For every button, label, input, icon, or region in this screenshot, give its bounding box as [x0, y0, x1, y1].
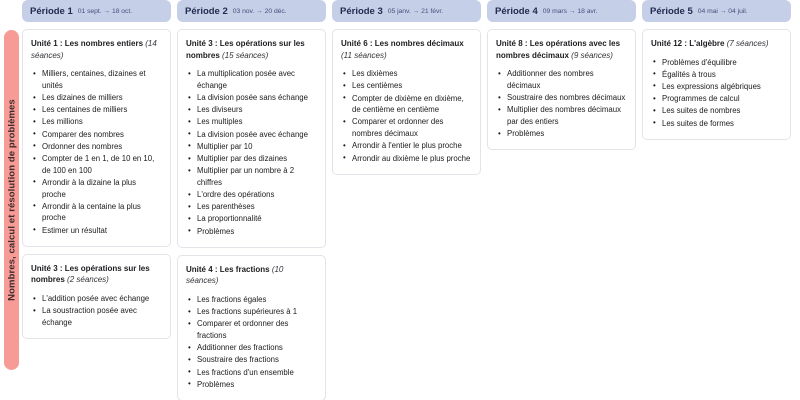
- unit-lesson-list: [31, 68, 162, 236]
- unit-lesson-item[interactable]: • Arrondir à la centaine la plus proche: [31, 201, 162, 224]
- unit-card[interactable]: [332, 29, 481, 175]
- unit-lesson-item[interactable]: • Additionner des nombres décimaux: [496, 68, 627, 91]
- unit-lesson-item[interactable]: • Les expressions algébriques: [651, 81, 782, 93]
- unit-title-text: Unité 8 : Les opérations avec les nombres décimaux: [496, 39, 621, 60]
- period-column: [487, 0, 636, 400]
- unit-lesson-item[interactable]: • Égalités à trous: [651, 69, 782, 81]
- unit-card[interactable]: [177, 255, 326, 400]
- period-dates: 01 sept. → 18 oct.: [77, 7, 133, 15]
- unit-lesson-item[interactable]: • La multiplication posée avec échange: [186, 68, 317, 91]
- unit-lesson-item[interactable]: • Comparer et ordonner des fractions: [186, 318, 317, 341]
- period-name: Période 3: [340, 5, 383, 17]
- unit-lesson-item[interactable]: • Estimer un résultat: [31, 225, 162, 237]
- unit-title: [31, 38, 162, 61]
- unit-lesson-item[interactable]: • Problèmes: [496, 128, 627, 140]
- unit-lesson-item[interactable]: • Compter de 1 en 1, de 10 en 10, de 100 en 100: [31, 153, 162, 176]
- unit-lesson-item[interactable]: • Programmes de calcul: [651, 93, 782, 105]
- unit-title-text: Unité 1 : Les nombres entiers: [31, 39, 144, 48]
- period-header-pill[interactable]: [22, 0, 171, 22]
- unit-lesson-item[interactable]: • Additionner des fractions: [186, 342, 317, 354]
- unit-lesson-list: [651, 57, 782, 130]
- unit-title-text: Unité 3 : Les opérations sur les nombres: [31, 263, 150, 285]
- unit-title: [186, 264, 317, 287]
- unit-lesson-list: [186, 68, 317, 237]
- unit-lesson-item[interactable]: • L'ordre des opérations: [186, 189, 317, 201]
- unit-lesson-item[interactable]: • Multiplier par un nombre à 2 chiffres: [186, 165, 317, 188]
- unit-title: [31, 263, 162, 286]
- unit-sessions-count: (14 séances): [31, 39, 157, 60]
- unit-card[interactable]: [487, 29, 636, 150]
- domain-rail-label: Nombres, calcul et résolution de problèmes: [6, 99, 17, 301]
- unit-lesson-item[interactable]: • Arrondir au dixième le plus proche: [341, 153, 472, 165]
- unit-lesson-item[interactable]: • L'addition posée avec échange: [31, 293, 162, 305]
- unit-lesson-item[interactable]: • Les multiples: [186, 116, 317, 128]
- unit-lesson-item[interactable]: • Comparer et ordonner des nombres décimaux: [341, 116, 472, 139]
- unit-lesson-item[interactable]: • La division posée avec échange: [186, 129, 317, 141]
- period-header-pill[interactable]: [177, 0, 326, 22]
- unit-card[interactable]: [642, 29, 791, 140]
- period-columns: [22, 0, 800, 400]
- unit-lesson-item[interactable]: • Arrondir à la dizaine la plus proche: [31, 177, 162, 200]
- unit-sessions-count: (15 séances): [222, 50, 269, 60]
- unit-lesson-item[interactable]: • Multiplier des nombres décimaux par des entiers: [496, 104, 627, 127]
- unit-lesson-list: [186, 294, 317, 391]
- unit-lesson-list: [341, 68, 472, 164]
- period-column: [177, 0, 326, 400]
- unit-lesson-item[interactable]: • Les centaines de milliers: [31, 104, 162, 116]
- unit-card[interactable]: [22, 254, 171, 339]
- unit-card[interactable]: [177, 29, 326, 248]
- period-column: [332, 0, 481, 400]
- unit-lesson-item[interactable]: • Multiplier par 10: [186, 141, 317, 153]
- domain-rail-nombres-calcul: [4, 30, 19, 370]
- period-dates: 04 mai → 04 juil.: [697, 7, 748, 15]
- unit-lesson-item[interactable]: • Comparer des nombres: [31, 129, 162, 141]
- period-dates: 03 nov. → 20 déc.: [232, 7, 287, 15]
- unit-lesson-item[interactable]: • Les dizaines de milliers: [31, 92, 162, 104]
- unit-lesson-item[interactable]: • Arrondir à l'entier le plus proche: [341, 140, 472, 152]
- unit-lesson-item[interactable]: • La division posée sans échange: [186, 92, 317, 104]
- unit-lesson-item[interactable]: • Milliers, centaines, dizaines et unités: [31, 68, 162, 91]
- unit-lesson-item[interactable]: • Les millions: [31, 116, 162, 128]
- unit-lesson-item[interactable]: • Ordonner des nombres: [31, 141, 162, 153]
- unit-lesson-item[interactable]: • Les fractions égales: [186, 294, 317, 306]
- unit-lesson-item[interactable]: • Problèmes d'équilibre: [651, 57, 782, 69]
- unit-title-text: Unité 12 : L'algèbre: [651, 39, 725, 48]
- unit-title-text: Unité 3 : Les opérations sur les nombres: [186, 39, 305, 60]
- unit-title: [186, 38, 317, 61]
- unit-lesson-item[interactable]: • Les diviseurs: [186, 104, 317, 116]
- unit-title-text: Unité 6 : Les nombres décimaux: [341, 39, 464, 48]
- unit-lesson-item[interactable]: • Multiplier par des dizaines: [186, 153, 317, 165]
- unit-lesson-item[interactable]: • Problèmes: [186, 379, 317, 391]
- period-header-pill[interactable]: [642, 0, 791, 22]
- unit-lesson-list: [31, 293, 162, 329]
- period-name: Période 2: [185, 5, 228, 17]
- unit-lesson-item[interactable]: • Les suites de nombres: [651, 105, 782, 117]
- unit-title: [651, 38, 782, 50]
- unit-title: [341, 38, 472, 61]
- unit-card[interactable]: [22, 29, 171, 247]
- period-name: Période 5: [650, 5, 693, 17]
- unit-sessions-count: (11 séances): [341, 50, 387, 60]
- period-name: Période 4: [495, 5, 538, 17]
- unit-lesson-item[interactable]: • Les centièmes: [341, 80, 472, 92]
- unit-lesson-item[interactable]: • La soustraction posée avec échange: [31, 305, 162, 328]
- period-name: Période 1: [30, 5, 73, 17]
- unit-title-text: Unité 4 : Les fractions: [186, 264, 270, 274]
- period-dates: 05 janv. → 21 févr.: [387, 7, 443, 15]
- period-column: [22, 0, 171, 400]
- unit-lesson-item[interactable]: • Soustraire des fractions: [186, 354, 317, 366]
- unit-lesson-item[interactable]: • Les dixièmes: [341, 68, 472, 80]
- period-header-pill[interactable]: [487, 0, 636, 22]
- unit-lesson-item[interactable]: • Soustraire des nombres décimaux: [496, 92, 627, 104]
- period-dates: 09 mars → 18 avr.: [542, 7, 598, 15]
- period-column: [642, 0, 791, 400]
- unit-title: [496, 38, 627, 61]
- unit-lesson-item[interactable]: • Les fractions supérieures à 1: [186, 306, 317, 318]
- unit-lesson-item[interactable]: • Les parenthèses: [186, 201, 317, 213]
- unit-lesson-item[interactable]: • La proportionnalité: [186, 213, 317, 225]
- unit-sessions-count: (10 séances): [186, 264, 284, 286]
- unit-lesson-item[interactable]: • Les fractions d'un ensemble: [186, 367, 317, 379]
- period-header-pill[interactable]: [332, 0, 481, 22]
- unit-sessions-count: (2 séances): [67, 275, 109, 285]
- unit-sessions-count: (9 séances): [571, 50, 613, 60]
- unit-lesson-list: [496, 68, 627, 140]
- unit-sessions-count: (7 séances): [726, 39, 769, 48]
- unit-lesson-item[interactable]: • Problèmes: [186, 226, 317, 238]
- unit-lesson-item[interactable]: • Les suites de formes: [651, 118, 782, 130]
- unit-lesson-item[interactable]: • Compter de dixième en dixième, de centième en centième: [341, 93, 472, 116]
